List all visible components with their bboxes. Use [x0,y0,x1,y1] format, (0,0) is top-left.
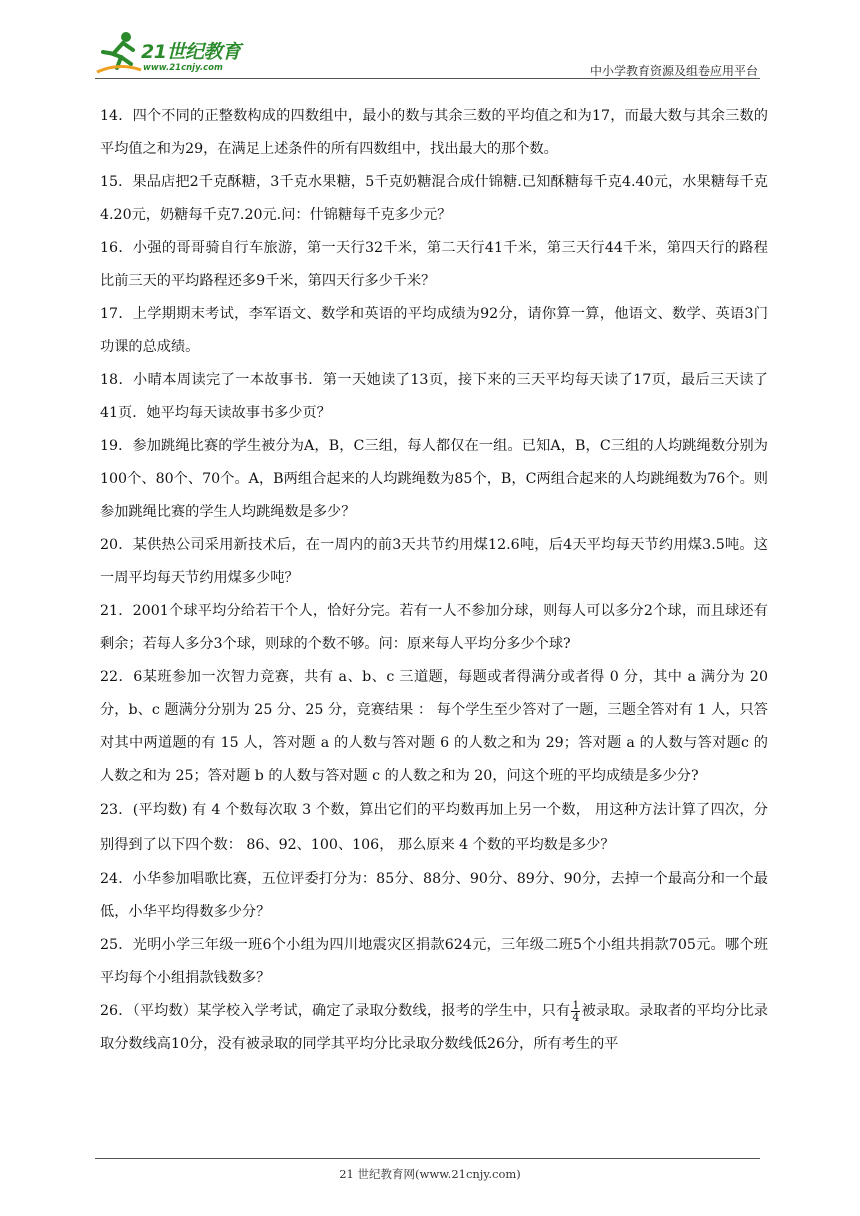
page-header [95,30,760,82]
question-23: 23．(平均数) 有 4 个数每次取 3 个数，算出它们的平均数再加上另一个数， 用这种方法计算了四次，分别得到了以下四个数： 86、92、100、106， 那么原来 4 个数的平均数是多少？ [100,802,768,853]
question-25: 25．光明小学三年级一班6个小组为四川地震灾区捐款624元，三年级二班5个小组共捐款705元。哪个班平均每个小组捐款钱数多？ [100,937,768,986]
question-21: 21．2001个球平均分给若干个人，恰好分完。若有一人不参加分球，则每人可以多分2个球，而且球还有剩余；若每人多分3个球，则球的个数不够。问：原来每人平均分多少个球? [100,603,768,652]
footer-divider [95,1158,760,1159]
platform-name: 中小学教育资源及组卷应用平台 [589,64,758,78]
question-22: 22．6某班参加一次智力竞赛，共有 a、b、c 三道题，每题或者得满分或者得 0 分，其中 a 满分为 20 分，b、c 题满分分别为 25 分、25 分，竞赛结果 ： 每个学生至少答对了一题，三题全答对有 1 人，只答对其中两道题的有 15 人，答对题 a 的人数与答对题 6 的人数之和为 29；答对题 a 的人数与答对题c 的人数之和为 25；答对题 b 的人数与答对题 c 的人数之和为 20，问这个班的平均成绩是多少分? [100,669,768,784]
question-19: 19．参加跳绳比赛的学生被分为A，B，C三组，每人都仅在一组。已知A，B，C三组的人均跳绳数分别为100个、80个、70个。A，B两组合起来的人均跳绳数为85个，B，C两组合起来的人均跳绳数为76个。则参加跳绳比赛的学生人均跳绳数是多少？ [100,438,768,520]
fraction-denominator: 4 [572,1010,580,1024]
question-26-text-before: 26．（平均数）某学校入学考试，确定了录取分数线，报考的学生中，只有 [100,1003,571,1019]
logo [95,30,275,80]
question-list [100,100,768,1061]
fraction-one-quarter [571,1000,580,1023]
question-15: 15．果品店把2千克酥糖，3千克水果糖，5千克奶糖混合成什锦糖.已知酥糖每千克4.40元，水果糖每千克4.20元，奶糖每千克7.20元.问：什锦糖每千克多少元？ [100,174,768,223]
question-14: 14．四个不同的正整数构成的四数组中，最小的数与其余三数的平均值之和为17，而最大数与其余三数的平均值之和为29，在满足上述条件的所有四数组中，找出最大的那个数。 [100,108,768,157]
question-26 [100,995,768,1061]
runner-logo-icon [95,30,143,76]
question-20: 20．某供热公司采用新技术后，在一周内的前3天共节约用煤12.6吨，后4天平均每天节约用煤3.5吨。这一周平均每天节约用煤多少吨？ [100,537,768,586]
question-26-text-after: 被录取。录取者的平均分比录取分数线高10分，没有被录取的同学其平均分比录取分数线低26分，所有考生的平 [100,1003,768,1052]
fraction-numerator: 1 [572,998,580,1012]
question-17: 17．上学期期末考试，李军语文、数学和英语的平均成绩为92分，请你算一算，他语文、数学、英语3门功课的总成绩。 [100,306,768,355]
page-footer: 21 世纪教育网(www.21cnjy.com) [339,1167,521,1181]
question-24: 24．小华参加唱歌比赛，五位评委打分为：85分、88分、90分、89分、90分，去掉一个最高分和一个最低，小华平均得数多少分？ [100,871,768,920]
question-18: 18．小晴本周读完了一本故事书．第一天她读了13页，接下来的三天平均每天读了17页，最后三天读了41页．她平均每天读故事书多少页？ [100,372,768,421]
header-divider [95,78,760,79]
logo-url: www.21cnjy.com [143,63,223,73]
question-16: 16．小强的哥哥骑自行车旅游，第一天行32千米，第二天行41千米，第三天行44千米，第四天行的路程比前三天的平均路程还多9千米，第四天行多少千米？ [100,240,768,289]
logo-brand: 21世纪教育 [141,41,241,63]
